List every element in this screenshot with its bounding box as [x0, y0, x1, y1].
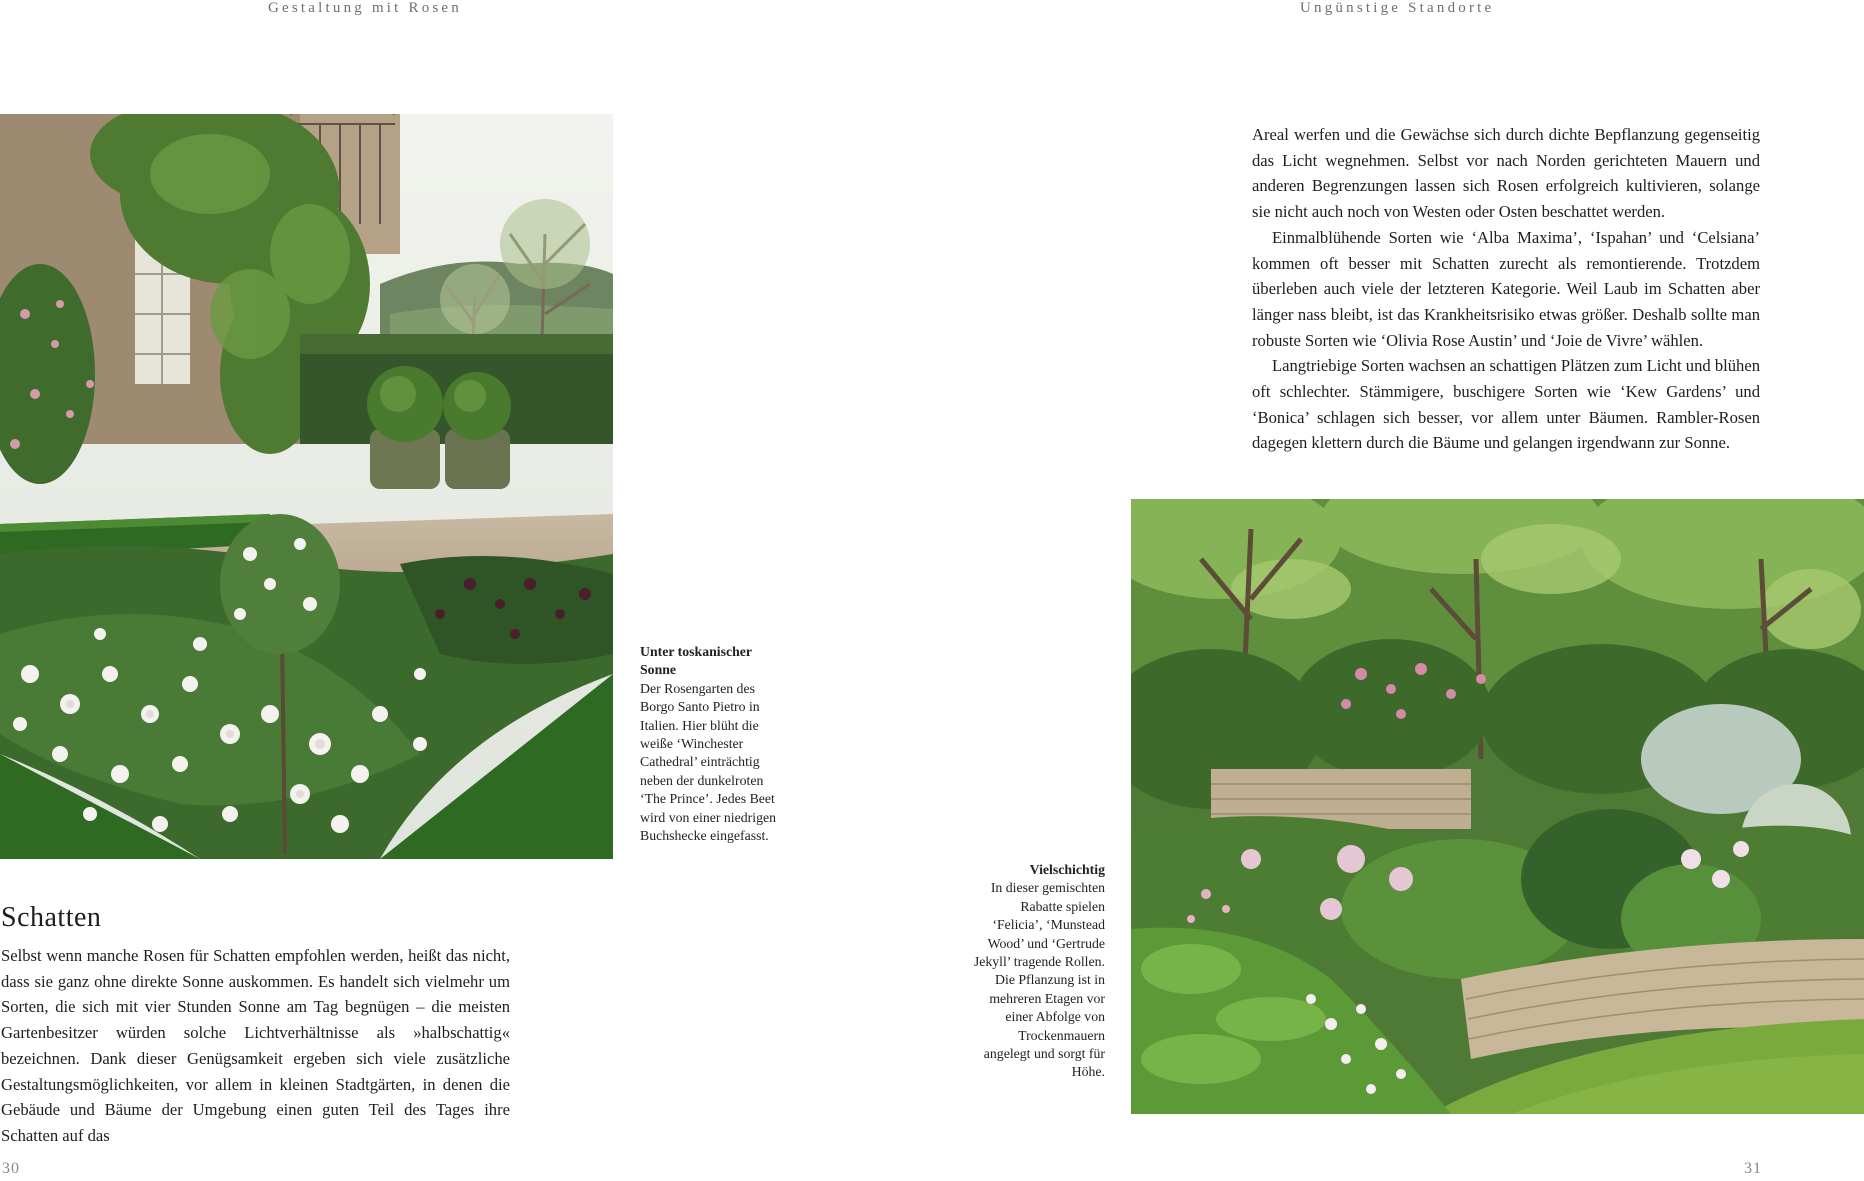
paragraph: Langtriebige Sorten wachsen an schattigen Plätzen zum Licht und blühen oft schlechter. Stämmigere, buschigere Sorten wie ‘Kew Gardens’ und ‘Bonica’ schlagen sich besser, vor allem unter Bäumen. Rambler-Rosen dagegen klettern durch die Bäume und gelangen irgendwann zur Sonne.: [1252, 356, 1760, 453]
page-number-left: 30: [2, 1160, 20, 1177]
body-column-left: [1, 943, 510, 1149]
rose-garden-photo: [0, 114, 613, 859]
running-head-left: Gestaltung mit Rosen: [268, 0, 462, 16]
page-number-right: 31: [1744, 1160, 1762, 1177]
photo-caption-right: [972, 861, 1105, 1082]
caption-title: Vielschichtig: [1029, 862, 1105, 877]
section-heading: Schatten: [1, 902, 102, 933]
paragraph: Selbst wenn manche Rosen für Schatten empfohlen werden, heißt das nicht, dass sie ganz ohne direkte Sonne auskommen. Es handelt sich vielmehr um Sorten, die sich mit vier Stunden Sonne am Tag begnügen – die meisten Gartenbesitzer würden solche Lichtverhältnisse als »halbschattig« bezeichnen. Dank dieser Genügsamkeit ergeben sich viele zusätzliche Gestaltungsmöglichkeiten, vor allem in kleinen Stadtgärten, in denen die Gebäude und Bäume der Umgebung einen guten Teil des Tages ihre Schatten auf das: [1, 946, 510, 1145]
photo-caption-left: [640, 643, 780, 845]
body-column-right: [1252, 122, 1760, 456]
layered-border-illustration: [1131, 499, 1864, 1114]
paragraph: Areal werfen und die Gewächse sich durch dichte Bepflanzung gegenseitig das Licht wegnehmen. Selbst vor nach Norden gerichteten Mauern und anderen Begrenzungen lassen sich Rosen erfolgreich kultivieren, solange sie nicht auch noch von Westen oder Osten beschattet werden.: [1252, 125, 1760, 222]
paragraph: Einmalblühende Sorten wie ‘Alba Maxima’, ‘Ispahan’ und ‘Celsiana’ kommen oft besser mit Schatten zurecht als remontierende. Trotzdem überleben auch viele der letzteren Kategorie. Weil Laub im Schatten aber länger nass bleibt, ist das Krankheitsrisiko etwas größer. Deshalb sollte man robuste Sorten wie ‘Olivia Rose Austin’ und ‘Joie de Vivre’ wählen.: [1252, 227, 1760, 350]
caption-text: In dieser gemischten Rabatte spielen ‘Felicia’, ‘Munstead Wood’ und ‘Gertrude Jekyll’ tragende Rollen. Die Pflanzung ist in mehreren Etagen vor einer Abfolge von Trockenmauern angelegt und sorgt für Höhe.: [973, 880, 1105, 1080]
running-head-right: Ungünstige Standorte: [1300, 0, 1495, 16]
caption-title: Unter toskanischer Sonne: [640, 644, 752, 678]
rose-garden-illustration: [0, 114, 613, 859]
layered-border-photo: [1131, 499, 1864, 1114]
caption-text: Der Rosengarten des Borgo Santo Pietro in Italien. Hier blüht die weiße ‘Winchester Cathedral’ einträchtig neben der dunkelroten ‘The Prince’. Jedes Beet wird von einer niedrigen Buchshecke eingefasst.: [640, 680, 777, 844]
